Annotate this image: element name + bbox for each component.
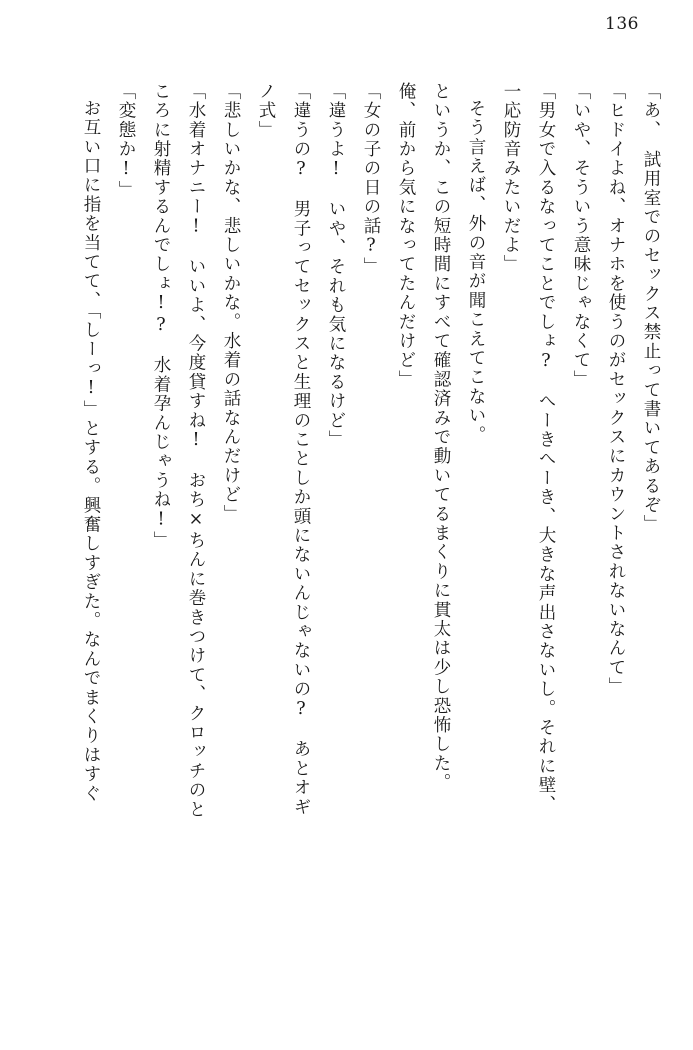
text-line: 「水着オナニー! いいよ、今度貸すね! おち×ちんに巻きつけて、クロッチのと	[186, 82, 206, 820]
text-line: 「違うよ! いや、それも気になるけど」	[326, 82, 346, 450]
text-line: 俺、前から気になってたんだけど」	[396, 82, 416, 390]
page-number: 136	[605, 14, 639, 34]
text-line: そう言えば、外の音が聞こえてこない。	[466, 99, 486, 445]
text-line: 「女の子の日の話?」	[361, 82, 381, 277]
text-line: 「あ、 試用室でのセックス禁止って書いてあるぞ」	[641, 82, 661, 535]
text-line: 一応防音みたいだよ」	[501, 82, 521, 274]
text-line: 「違うの? 男子ってセックスと生理のことしか頭にないんじゃないの? あとオギ	[291, 82, 311, 817]
text-line: 「悲しいかな、悲しいかな。水着の話なんだけど」	[221, 82, 241, 524]
text-line: 「ヒドイよね、オナホを使うのがセックスにカウントされないなんて」	[606, 82, 626, 697]
text-line: 「変態か!」	[116, 82, 136, 200]
text-line: お互い口に指を当てて、「しーっ!」とする。興奮しすぎた。なんでまくりはすぐ	[81, 99, 101, 804]
text-line: ノ式」	[256, 82, 276, 140]
text-line: ころに射精するんでしょ!? 水着孕んじゃうね!」	[151, 82, 171, 551]
text-line: というか、この短時間にすべて確認済みで動いてるまくりに貫太は少し恐怖した。	[431, 82, 451, 793]
text-line: 「いや、そういう意味じゃなくて」	[571, 82, 591, 390]
text-line: 「男女で入るなってことでしょ? へーきへーき、大きな声出さないし。それに壁、	[536, 82, 556, 815]
vertical-text-body	[34, 82, 659, 1032]
